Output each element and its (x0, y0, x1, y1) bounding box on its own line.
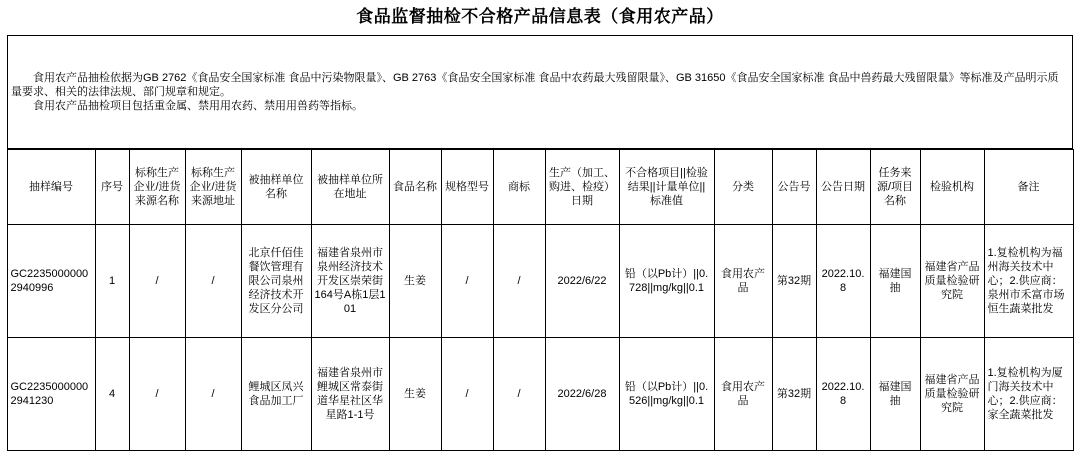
col-spec: 规格型号 (441, 150, 493, 225)
cell-remark: 1.复检机构为厦门海关技术中心；2.供应商：家全蔬菜批发 (984, 338, 1073, 451)
cell-producer-name: / (129, 225, 185, 338)
cell-trademark: / (493, 338, 545, 451)
col-index: 序号 (95, 150, 129, 225)
cell-sampled-address: 福建省泉州市鲤城区常泰街道华星社区华星路1-1号 (311, 338, 389, 451)
cell-food-name: 生姜 (389, 225, 441, 338)
cell-producer-address: / (185, 338, 241, 451)
col-sample-id: 抽样编号 (7, 150, 95, 225)
cell-date: 2022/6/28 (545, 338, 619, 451)
note-paragraph-1: 食用农产品抽检依据为GB 2762《食品安全国家标准 食品中污染物限量》、GB 2763《食品安全国家标准 食品中农药最大残留限量》、GB 31650《食品安全国家标准 食品中兽药最大残留限量》等标准及产品明示质量要求、相关的法律法规、部门规章和规定。 (11, 72, 1059, 98)
col-trademark: 商标 (493, 150, 545, 225)
cell-result: 铅（以Pb计）||0.728||mg/kg||0.1 (619, 225, 714, 338)
cell-task-source: 福建国抽 (870, 225, 920, 338)
col-notice-date: 公告日期 (816, 150, 870, 225)
cell-remark: 1.复检机构为福州海关技术中心；2.供应商：泉州市禾富市场恒生蔬菜批发 (984, 225, 1073, 338)
inspection-table (7, 35, 1073, 149)
cell-sampled-unit: 北京仟佰佳餐饮管理有限公司泉州经济技术开发区分公司 (241, 225, 311, 338)
cell-category: 食用农产品 (714, 225, 772, 338)
col-producer-address: 标称生产企业/进货来源地址 (185, 150, 241, 225)
col-sampled-address: 被抽样单位所在地址 (311, 150, 389, 225)
cell-sampled-unit: 鲤城区凤兴食品加工厂 (241, 338, 311, 451)
cell-result: 铅（以Pb计）||0.526||mg/kg||0.1 (619, 338, 714, 451)
cell-spec: / (441, 338, 493, 451)
col-food-name: 食品名称 (389, 150, 441, 225)
page-title: 食品监督抽检不合格产品信息表（食用农产品） (356, 7, 724, 26)
cell-notice-no: 第32期 (772, 338, 816, 451)
cell-notice-date: 2022.10.8 (816, 338, 870, 451)
note-row (8, 36, 1073, 149)
table-row (7, 338, 1073, 451)
table-row (7, 225, 1073, 338)
cell-producer-address: / (185, 225, 241, 338)
cell-spec: / (441, 225, 493, 338)
col-producer-name: 标称生产企业/进货来源名称 (129, 150, 185, 225)
note-paragraph-2: 食用农产品抽检项目包括重金属、禁用用农药、禁用用兽药等指标。 (33, 100, 363, 112)
cell-task-source: 福建国抽 (870, 338, 920, 451)
note-cell (8, 36, 1073, 149)
col-date: 生产（加工、购进、检疫）日期 (545, 150, 619, 225)
cell-trademark: / (493, 225, 545, 338)
table-header-row (7, 150, 1073, 225)
cell-index: 1 (95, 225, 129, 338)
col-inspection-org: 检验机构 (920, 150, 984, 225)
cell-inspection-org: 福建省产品质量检验研究院 (920, 225, 984, 338)
col-task-source: 任务来源/项目名称 (870, 150, 920, 225)
col-sampled-unit: 被抽样单位名称 (241, 150, 311, 225)
cell-sample-id: GC22350000002941230 (7, 338, 95, 451)
cell-food-name: 生姜 (389, 338, 441, 451)
cell-category: 食用农产品 (714, 338, 772, 451)
data-table (7, 149, 1074, 451)
cell-notice-no: 第32期 (772, 225, 816, 338)
cell-notice-date: 2022.10.8 (816, 225, 870, 338)
cell-sampled-address: 福建省泉州市泉州经济技术开发区崇荣街164号A栋1层101 (311, 225, 389, 338)
cell-index: 4 (95, 338, 129, 451)
cell-producer-name: / (129, 338, 185, 451)
cell-inspection-org: 福建省产品质量检验研究院 (920, 338, 984, 451)
col-category: 分类 (714, 150, 772, 225)
col-notice-no: 公告号 (772, 150, 816, 225)
cell-date: 2022/6/22 (545, 225, 619, 338)
cell-sample-id: GC22350000002940996 (7, 225, 95, 338)
col-result: 不合格项目||检验结果||计量单位||标准值 (619, 150, 714, 225)
col-remark: 备注 (984, 150, 1073, 225)
